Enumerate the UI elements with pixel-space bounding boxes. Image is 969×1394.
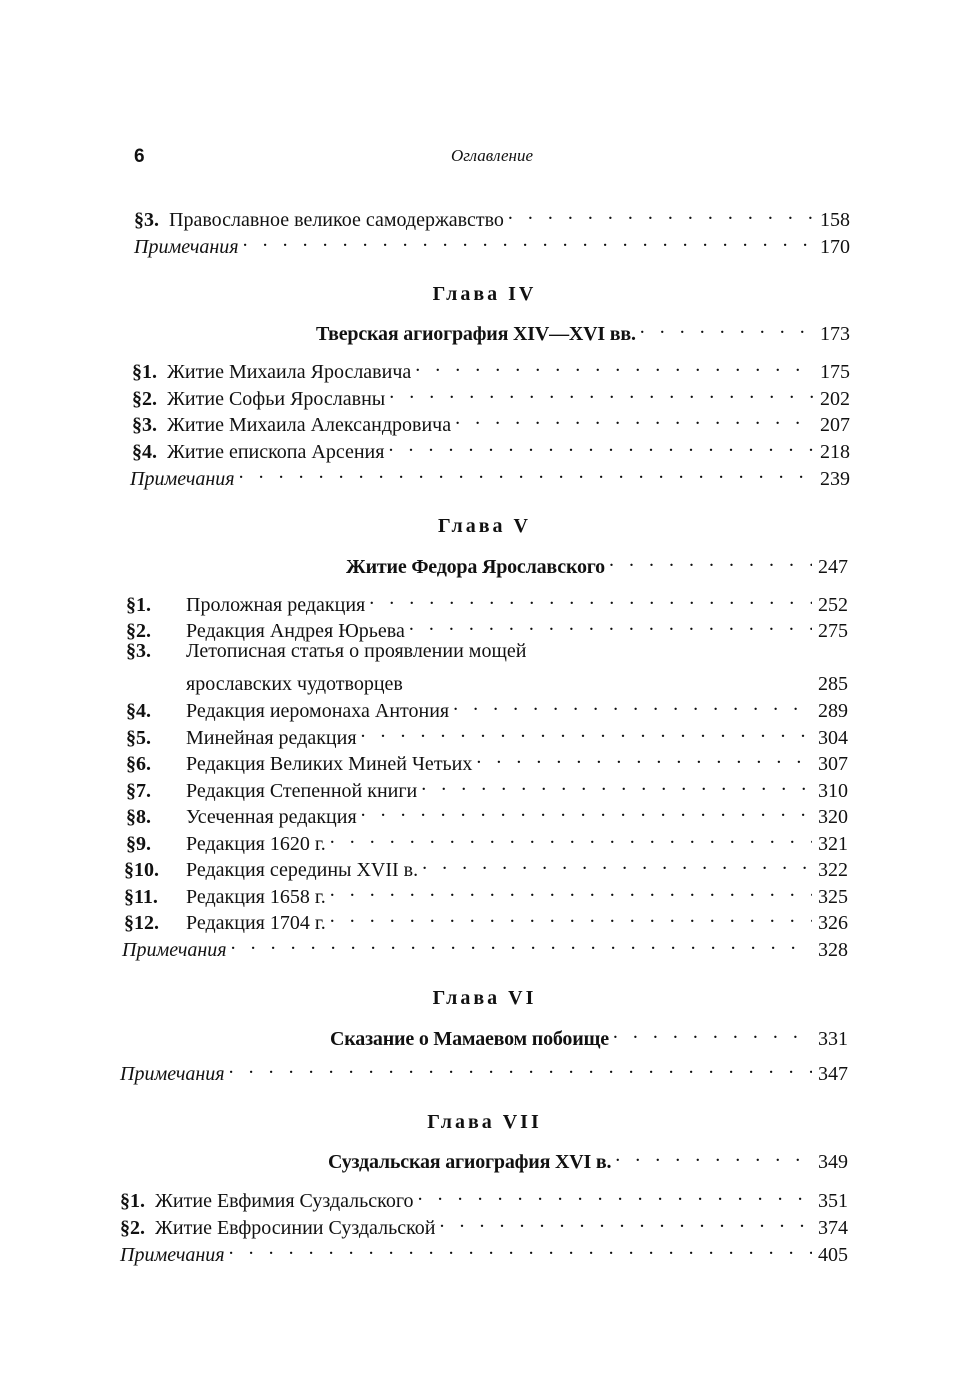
entry-page: 170: [820, 236, 850, 258]
leader-dots: [609, 547, 812, 573]
toc-entry[interactable]: [126, 611, 848, 642]
entry-page: 289: [818, 700, 848, 722]
leader-dots: [229, 1235, 812, 1261]
toc-notes-entry[interactable]: [130, 459, 850, 490]
notes-title: Примечания: [130, 468, 235, 490]
chapter-title: Сказание о Мамаевом побоище: [330, 1028, 609, 1050]
notes-title: Примечания: [122, 939, 227, 961]
leader-dots: [415, 352, 814, 378]
running-head: [134, 146, 850, 170]
leader-dots: [613, 1019, 812, 1045]
section-mark: §3.: [132, 414, 157, 436]
entry-title: Редакция середины XVII в.: [186, 859, 419, 881]
leader-dots: [455, 405, 814, 431]
entry-page: 285: [818, 673, 848, 695]
entry-page: 202: [820, 388, 850, 410]
entry-title: Редакция иеромонаха Антония: [186, 700, 450, 722]
entry-page: 374: [818, 1217, 848, 1239]
leader-dots: [361, 718, 812, 744]
toc-entry[interactable]: [124, 850, 848, 881]
toc-entry[interactable]: [132, 352, 850, 383]
entry-page: 158: [820, 209, 850, 231]
toc-entry[interactable]: [126, 691, 848, 722]
entry-page: 349: [818, 1151, 848, 1173]
notes-title: Примечания: [120, 1063, 225, 1085]
leader-dots: [453, 691, 812, 717]
leader-dots: [409, 611, 812, 637]
toc-entry[interactable]: [120, 1208, 848, 1239]
section-mark: §8.: [126, 806, 151, 828]
entry-title: Усеченная редакция: [186, 806, 357, 828]
leader-dots: [239, 459, 814, 485]
chapter-title-entry[interactable]: [316, 314, 850, 345]
entry-page: 351: [818, 1190, 848, 1212]
chapter-title: Тверская агиография XIV—XVI вв.: [316, 323, 636, 345]
entry-page: 173: [820, 323, 850, 345]
page-number: 6: [134, 146, 145, 167]
entry-page: 307: [818, 753, 848, 775]
entry-title: Редакция Степенной книги: [186, 780, 418, 802]
entry-page: 320: [818, 806, 848, 828]
entry-page: 310: [818, 780, 848, 802]
entry-title: Житие Евфимия Суздальского: [155, 1190, 414, 1212]
section-mark: §4.: [132, 441, 157, 463]
section-mark: §1.: [132, 361, 157, 383]
section-mark: §2.: [120, 1217, 145, 1239]
toc-entry[interactable]: [126, 638, 848, 664]
entry-title: Редакция 1620 г.: [186, 833, 326, 855]
entry-title: Редакция Великих Миней Четьих: [186, 753, 473, 775]
entry-title: Минейная редакция: [186, 727, 357, 749]
section-mark: §9.: [126, 833, 151, 855]
entry-title: Житие епископа Арсения: [167, 441, 385, 463]
entry-title: Житие Михаила Ярославича: [167, 361, 412, 383]
entry-page: 328: [818, 939, 848, 961]
section-mark: §7.: [126, 780, 151, 802]
chapter-title-entry[interactable]: [346, 547, 848, 578]
chapter-title: Житие Федора Ярославского: [346, 556, 605, 578]
entry-title: Житие Михаила Александровича: [167, 414, 452, 436]
leader-dots: [508, 200, 814, 226]
running-title: Оглавление: [450, 146, 534, 165]
entry-title: Редакция 1658 г.: [186, 886, 326, 908]
leader-dots: [231, 930, 812, 956]
leader-dots: [330, 903, 812, 929]
entry-title: ярославских чудотворцев: [186, 673, 403, 695]
section-mark: §6.: [126, 753, 151, 775]
entry-page: 252: [818, 594, 848, 616]
entry-page: 207: [820, 414, 850, 436]
leader-dots: [369, 585, 812, 611]
entry-page: 326: [818, 912, 848, 934]
chapter-title-entry[interactable]: [328, 1142, 848, 1173]
chapter-heading: Глава V: [438, 515, 531, 537]
leader-dots: [229, 1054, 812, 1080]
section-mark: §2.: [132, 388, 157, 410]
entry-title: Житие Софьи Ярославны: [167, 388, 386, 410]
entry-page: 275: [818, 620, 848, 642]
entry-title: Житие Евфросинии Суздальской: [155, 1217, 436, 1239]
entry-title: Редакция Андрея Юрьева: [186, 620, 405, 642]
toc-notes-entry[interactable]: [134, 227, 850, 258]
entry-page: 321: [818, 833, 848, 855]
entry-page: 331: [818, 1028, 848, 1050]
toc-entry[interactable]: [132, 379, 850, 410]
leader-dots: [418, 1181, 812, 1207]
leader-dots: [615, 1142, 812, 1168]
chapter-title-entry[interactable]: [330, 1019, 848, 1050]
section-mark: §1.: [120, 1190, 145, 1212]
entry-page: 239: [820, 468, 850, 490]
section-mark: §3.: [126, 640, 151, 662]
section-mark: §1.: [126, 594, 151, 616]
entry-page: 347: [818, 1063, 848, 1085]
toc-notes-entry[interactable]: [120, 1054, 848, 1085]
toc-entry[interactable]: [126, 718, 848, 749]
section-mark: §4.: [126, 700, 151, 722]
toc-entry[interactable]: [126, 797, 848, 828]
entry-title: Православное великое самодержавство: [169, 209, 504, 231]
leader-dots: [243, 227, 814, 253]
leader-dots: [476, 744, 812, 770]
toc-entry-continuation[interactable]: [126, 664, 848, 695]
toc-entry[interactable]: [124, 903, 848, 934]
notes-title: Примечания: [134, 236, 239, 258]
entry-page: 304: [818, 727, 848, 749]
toc-entry[interactable]: [120, 1181, 848, 1212]
section-mark: §12.: [124, 912, 159, 934]
leader-dots: [439, 1208, 812, 1234]
toc-entry[interactable]: [126, 744, 848, 775]
leader-dots: [330, 877, 812, 903]
leader-dots: [361, 797, 812, 823]
entry-page: 218: [820, 441, 850, 463]
toc-entry[interactable]: [126, 824, 848, 855]
toc-entry[interactable]: [126, 585, 848, 616]
leader-dots: [330, 824, 812, 850]
leader-dots: [421, 771, 812, 797]
toc-entry[interactable]: [124, 877, 848, 908]
chapter-heading: Глава VII: [427, 1111, 542, 1133]
chapter-heading: Глава VI: [432, 987, 537, 1009]
entry-page: 175: [820, 361, 850, 383]
leader-dots: [640, 314, 814, 340]
toc-entry[interactable]: [126, 771, 848, 802]
toc-entry[interactable]: [134, 200, 850, 231]
chapter-heading: Глава IV: [432, 283, 537, 305]
chapter-title: Суздальская агиография XVI в.: [328, 1151, 612, 1173]
entry-title: Проложная редакция: [186, 594, 366, 616]
toc-notes-entry[interactable]: [120, 1235, 848, 1266]
leader-dots: [389, 379, 814, 405]
toc-entry[interactable]: [132, 405, 850, 436]
section-mark: §3.: [134, 209, 159, 231]
entry-title: Редакция 1704 г.: [186, 912, 326, 934]
entry-page: 247: [818, 556, 848, 578]
notes-title: Примечания: [120, 1244, 225, 1266]
section-mark: §11.: [124, 886, 158, 908]
entry-page: 325: [818, 886, 848, 908]
toc-notes-entry[interactable]: [122, 930, 848, 961]
section-mark: §2.: [126, 620, 151, 642]
entry-title: Летописная статья о проявлении мощей: [186, 640, 527, 662]
leader-dots: [422, 850, 812, 876]
entry-page: 405: [818, 1244, 848, 1266]
entry-page: 322: [818, 859, 848, 881]
leader-dots: [388, 432, 814, 458]
section-mark: §5.: [126, 727, 151, 749]
toc-entry[interactable]: [132, 432, 850, 463]
section-mark: §10.: [124, 859, 159, 881]
